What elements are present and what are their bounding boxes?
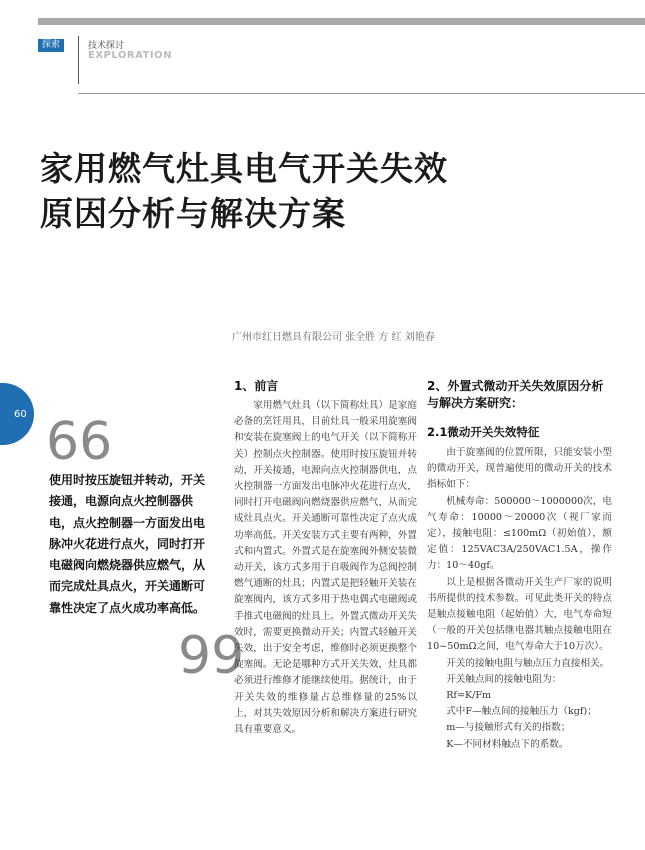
close-quote-icon: 99 <box>178 626 245 686</box>
header-rule <box>78 93 645 94</box>
formula-definition-f: 式中F—触点间的接触压力（kgf)； <box>446 706 597 718</box>
title-line-2: 原因分析与解决方案 <box>40 194 346 233</box>
author-line: 广州市红日燃具有限公司 张全胜 方 红 刘艳春 <box>232 332 435 343</box>
paragraph-3: 以上是根据各微动开关生产厂家的说明书所提供的技术参数。可见此类开关的特点是触点接触电阻（起始值）大，电气寿命短（一般的开关包括继电器其触点接触电阻在10~50mΩ之间，电气寿命大于10万次）。 <box>427 576 612 653</box>
formula-definition-m: m—与接触形式有关的指数； <box>446 722 571 734</box>
paragraph-4: 开关的接触电阻与触点压力直接相关。 <box>446 657 610 669</box>
spec-paragraph: 机械寿命：500000～1000000次，电气寿命：10000～20000次（视厂家而定），接触电阻：≤100mΩ（初始值），额定值：125VAC3A/250VAC1.5A，操作力：10～40gf。 <box>427 495 612 572</box>
formula-definition-k: K—不同材料触点下的系数。 <box>446 738 569 750</box>
title-line-1: 家用燃气灶具电气开关失效 <box>40 149 448 188</box>
column-2 <box>427 378 612 753</box>
top-rule <box>38 18 645 25</box>
subsection-heading: 2.1微动开关失效特征 <box>427 425 540 439</box>
column-1 <box>234 378 417 738</box>
section-tag: 探索 <box>38 39 64 52</box>
formula: Rf=K/Fm <box>446 690 492 702</box>
open-quote-icon: 66 <box>46 412 113 472</box>
section-heading-analysis: 2、外置式微动开关失效原因分析与解决方案研究： <box>427 379 604 410</box>
article-title <box>40 146 448 236</box>
section-heading-intro: 1、前言 <box>234 379 279 393</box>
paragraph-1: 由于旋塞阀的位置所限，只能安装小型的微动开关，现普遍使用的微动开关的技术指标如下： <box>427 447 612 491</box>
section-label-cn: 技术探讨 <box>88 41 125 51</box>
section-label-en: EXPLORATION <box>88 50 172 61</box>
paragraph-5: 开关触点间的接触电阻为： <box>446 673 562 685</box>
pull-quote: 使用时按压旋钮并转动，开关接通，电源向点火控制器供电，点火控制器一方面发出电脉冲火花进行点火，同时打开电磁阀向燃烧器供应燃气，从而完成灶具点火，开关通断可靠性决定了点火成功率高低。 <box>49 473 206 615</box>
intro-paragraph: 家用燃气灶具（以下简称灶具）是家庭必备的烹饪用具，目前灶具一般采用旋塞阀和安装在旋塞阀上的电气开关（以下简称开关）控制点火控制器。使用时按压旋钮并转动，开关接通，电源向点火控制器供电，点火控制器一方面发出电脉冲火花进行点火，同时打开电磁阀向燃烧器供应燃气，从而完成灶具点火。开关通断可靠性决定了点火成功率高低。开关安装方式主要有两种，外置式和内置式。外置式是在旋塞阀外侧安装微动开关，该方式多用于自吸阀作为总阀控制燃气通断的灶具；内置式是把轻触开关装在旋塞阀内，该方式多用于热电偶式电磁阀或手推式电磁阀的灶具上。外置式微动开关失效时，需要更换微动开关；内置式轻触开关失效，出于安全考虑，维修时必须更换整个旋塞阀。无论是哪种方式开关失效，灶具都必须进行维修才能继续使用。据统计，由于开关失效的维修量占总维修量的25%以上，对其失效原因分析和解决方案进行研究具有重要意义。 <box>234 400 417 736</box>
page-number: 60 <box>14 409 27 420</box>
header-divider <box>78 36 79 84</box>
